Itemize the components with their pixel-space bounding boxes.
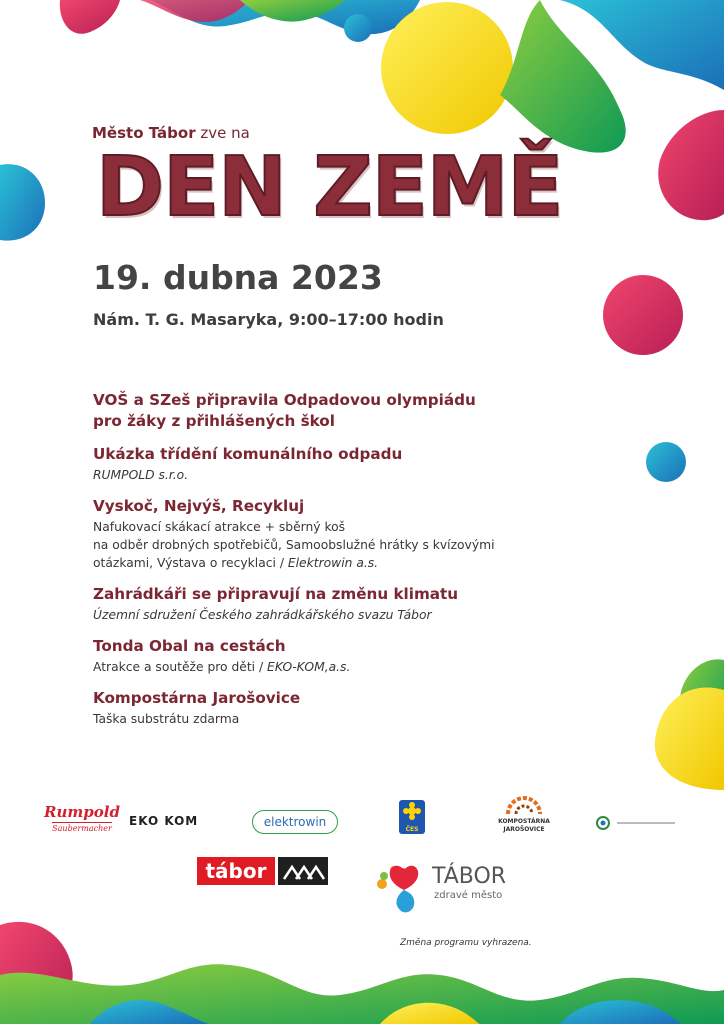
blob-right-yellow	[655, 687, 724, 790]
castle-icon	[278, 857, 328, 885]
footer-note: Změna programu vyhrazena.	[400, 938, 532, 948]
ball-right-teal	[646, 442, 686, 482]
elektrowin-logo-text: elektrowin	[263, 815, 327, 829]
program-item	[93, 444, 563, 484]
program-item	[93, 688, 563, 728]
ces-logo-text: ČES	[405, 826, 419, 833]
elektrowin-logo	[252, 810, 338, 834]
tabor-healthy-sub: zdravé město	[434, 890, 503, 901]
ball-top-yellow	[381, 2, 513, 134]
program-item-title: Ukázka třídění komunálního odpadu	[93, 445, 403, 463]
kompostarna-line-2: JAROŠOVICE	[503, 826, 545, 833]
program-item-desc	[93, 606, 563, 624]
event-date: 19. dubna 2023	[93, 258, 383, 297]
program-item-title: Kompostárna Jarošovice	[93, 689, 301, 707]
program-item-desc	[93, 658, 563, 676]
desc-italic: Elektrowin a.s.	[287, 556, 379, 570]
program-item-title: Zahrádkáři se připravují na změnu klimatu	[93, 585, 459, 603]
intro-rest: zve na	[195, 124, 250, 142]
desc-italic: RUMPOLD s.r.o.	[93, 468, 189, 482]
desc-text: Atrakce a soutěže pro děti /	[93, 660, 268, 674]
heart-flower-icon	[374, 860, 434, 920]
blob-right-pink	[658, 110, 724, 220]
tabor-red-logo	[197, 857, 275, 885]
rumpold-logo-sub: Saubermacher	[52, 824, 112, 833]
intro-strong: Město Tábor	[92, 124, 196, 142]
gardeners-logo	[596, 812, 676, 831]
tabor-castle-logo	[278, 857, 328, 885]
rumpold-divider	[52, 822, 112, 823]
rumpold-logo	[44, 803, 120, 833]
desc-italic: Územní sdružení Českého zahrádkářského svazu Tábor	[93, 608, 432, 622]
desc-line-1: Nafukovací skákací atrakce + sběrný koš	[93, 520, 346, 534]
ekokom-logo-text: EKO KOM	[129, 814, 199, 828]
program-item-title: Vyskoč, Nejvýš, Recykluj	[93, 497, 305, 515]
tabor-red-logo-text: tábor	[205, 859, 267, 883]
program-item	[93, 496, 563, 572]
ces-logo	[399, 800, 425, 834]
program-item-title	[93, 390, 563, 432]
program-item-desc	[93, 518, 563, 572]
program-item	[93, 584, 563, 624]
tabor-healthy-title: TÁBOR	[432, 864, 507, 889]
sun-icon	[504, 796, 544, 814]
program-item-desc	[93, 466, 563, 484]
program-item-desc: Taška substrátu zdarma	[93, 712, 240, 726]
title-line-1: VOŠ a SZeš připravila Odpadovou olympiádu	[93, 391, 476, 409]
ekokom-logo	[129, 814, 198, 828]
blob-left-teal	[0, 164, 45, 240]
program-item	[93, 636, 563, 676]
desc-italic: EKO-KOM,a.s.	[267, 660, 351, 674]
rumpold-logo-name: Rumpold	[44, 803, 120, 821]
dot-top-teal	[344, 14, 372, 42]
gardeners-emblem-icon	[596, 816, 610, 830]
program-item	[93, 390, 563, 432]
kompostarna-logo	[491, 796, 557, 834]
blob-top-left-pink	[60, 0, 120, 34]
desc-line-3: otázkami, Výstava o recyklaci /	[93, 556, 288, 570]
kompostarna-line-1: KOMPOSTÁRNA	[498, 818, 550, 825]
healthy-city-emblem	[374, 860, 434, 920]
page-title: DEN ZEMĚ	[96, 140, 563, 235]
desc-line-2: na odběr drobných spotřebičů, Samoobslužné hrátky s kvízovými	[93, 538, 495, 552]
program-item-title: Tonda Obal na cestách	[93, 637, 286, 655]
flower-icon	[399, 800, 425, 822]
program-list	[93, 390, 563, 740]
event-place: Nám. T. G. Masaryka, 9:00–17:00 hodin	[93, 310, 444, 329]
title-line-2: pro žáky z přihlášených škol	[93, 412, 335, 430]
ball-right-pink	[603, 275, 683, 355]
gardeners-text-line	[617, 822, 675, 824]
